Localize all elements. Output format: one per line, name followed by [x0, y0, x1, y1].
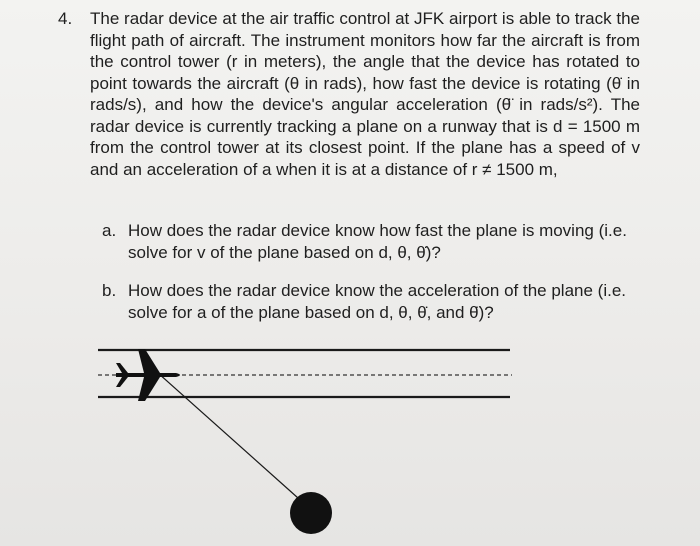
question-stem: The radar device at the air traffic control at JFK airport is able to track the flight path of aircraft. The instrument monitors how far the aircraft is from the control tower (r in meters), the angle that the device has rotated to point towards the aircraft (θ in rads), how fast the device is rotating (θ̇ in rads/s), and how the device's angular acceleration (θ̈ in rads/s²). The radar device is currently tracking a plane on a runway that is d = 1500 m from the control tower at its closest point. If the plane has a speed of v and an acceleration of a when it is at a distance of r ≠ 1500 m, — [90, 9, 640, 179]
radar-tower-icon — [290, 492, 332, 534]
question-4 — [60, 8, 640, 180]
question-number: 4. — [58, 9, 73, 28]
runway-diagram — [0, 330, 700, 546]
part-b-text: How does the radar device know the acceleration of the plane (i.e. solve for a of the plane based on d, θ, θ̇, and θ̈)? — [128, 281, 627, 322]
part-b-label: b. — [102, 281, 117, 300]
airplane-icon — [116, 349, 180, 401]
radar-line-of-sight — [158, 373, 298, 498]
part-b — [102, 280, 640, 324]
part-a — [102, 220, 640, 264]
part-a-text: How does the radar device know how fast the plane is moving (i.e. solve for v of the plane based on d, θ, θ̇)? — [128, 221, 627, 262]
part-a-label: a. — [102, 221, 117, 240]
